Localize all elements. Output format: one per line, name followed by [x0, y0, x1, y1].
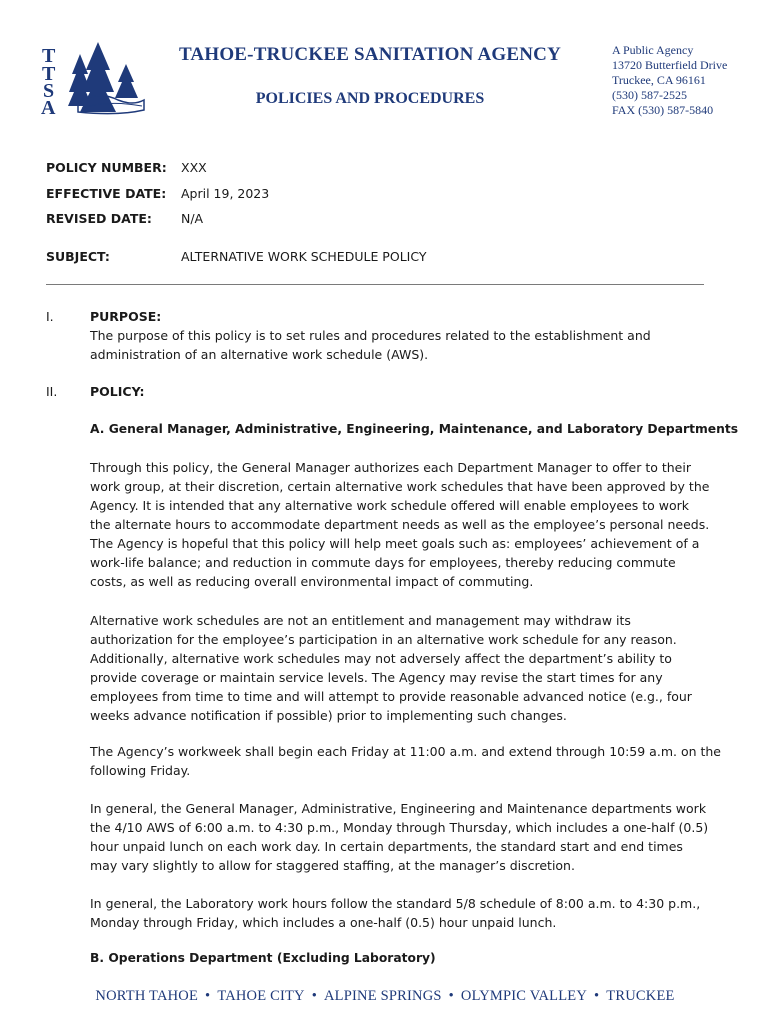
text-line: The Agency’s workweek shall begin each Friday at 11:00 a.m. and extend through 10:59 a.m. on the: [90, 744, 721, 759]
text-line: The purpose of this policy is to set rules and procedures related to the establishment and: [90, 328, 651, 343]
section-heading-policy: POLICY:: [90, 384, 145, 399]
text-line: authorization for the employee’s participation in an alternative work schedule for any reason.: [90, 632, 677, 647]
revised-date-value: N/A: [181, 211, 204, 226]
logo-letter-a: A: [41, 97, 56, 116]
text-line: the alternate hours to accommodate department needs as well as the employee’s personal needs.: [90, 517, 710, 532]
footer-place: TAHOE CITY: [217, 988, 305, 1004]
text-line: the 4/10 AWS of 6:00 a.m. to 4:30 p.m., Monday through Thursday, which includes a one-half (0.5): [90, 820, 709, 835]
agency-name: TAHOE-TRUCKEE SANITATION AGENCY: [178, 44, 562, 65]
text-line: following Friday.: [90, 763, 191, 778]
footer-place: ALPINE SPRINGS: [324, 988, 442, 1004]
address-line: A Public Agency: [612, 43, 694, 57]
purpose-paragraph: [90, 326, 710, 364]
section-number: I.: [46, 309, 54, 324]
address-line: Truckee, CA 96161: [612, 73, 706, 87]
text-line: The Agency is hopeful that this policy will help meet goals such as: employees’ achievement of a: [90, 536, 700, 551]
effective-date-label: EFFECTIVE DATE:: [46, 186, 167, 201]
text-line: provide coverage or maintain service levels. The Agency may revise the start times for any: [90, 670, 663, 685]
agency-address: [612, 43, 762, 118]
text-line: employees from time to time and will attempt to provide reasonable advanced notice (e.g., four: [90, 689, 692, 704]
header-divider: [46, 284, 704, 285]
policy-number-value: XXX: [181, 160, 207, 175]
effective-date-value: April 19, 2023: [181, 186, 270, 201]
text-line: Alternative work schedules are not an entitlement and management may withdraw its: [90, 613, 631, 628]
footer-place: NORTH TAHOE: [95, 988, 199, 1004]
policy-paragraph-2: [90, 611, 710, 725]
footer-locations: [0, 988, 770, 1005]
footer-place: OLYMPIC VALLEY: [460, 988, 588, 1004]
section-heading-purpose: PURPOSE:: [90, 309, 162, 324]
revised-date-label: REVISED DATE:: [46, 211, 152, 226]
text-line: work group, at their discretion, certain alternative work schedules that have been approved by the: [90, 479, 710, 494]
text-line: Monday through Friday, which includes a one-half (0.5) hour unpaid lunch.: [90, 915, 557, 930]
section-number: II.: [46, 384, 58, 399]
text-line: Additionally, alternative work schedules may not adversely affect the department’s ability to: [90, 651, 672, 666]
text-line: In general, the Laboratory work hours follow the standard 5/8 schedule of 8:00 a.m. to 4:30 p.m.,: [90, 896, 701, 911]
text-line: In general, the General Manager, Administrative, Engineering and Maintenance departments work: [90, 801, 707, 816]
policy-paragraph-1: [90, 458, 710, 591]
text-line: work-life balance; and reduction in commute days for employees, thereby reducing commute: [90, 555, 676, 570]
address-line: 13720 Butterfield Drive: [612, 58, 728, 72]
policy-paragraph-3: [90, 742, 721, 780]
policy-number-label: POLICY NUMBER:: [46, 160, 167, 175]
text-line: Agency. It is intended that any alternative work schedule offered will enable employees to work: [90, 498, 690, 513]
document-subtitle: POLICIES AND PROCEDURES: [255, 90, 485, 107]
footer-separator: •: [205, 988, 211, 1004]
footer-separator: •: [448, 988, 454, 1004]
policy-paragraph-5: [90, 894, 710, 932]
footer-separator: •: [311, 988, 318, 1004]
fax-line: FAX (530) 587-5840: [612, 103, 714, 117]
subsection-heading-a: A. General Manager, Administrative, Engineering, Maintenance, and Laboratory Departments: [90, 422, 739, 436]
phone-line: (530) 587-2525: [612, 88, 687, 102]
subject-value: ALTERNATIVE WORK SCHEDULE POLICY: [181, 249, 427, 264]
footer-place: TRUCKEE: [606, 988, 675, 1004]
agency-logo: [38, 40, 146, 116]
subsection-heading-b: B. Operations Department (Excluding Laboratory): [90, 951, 436, 965]
logo-letter-s: S: [43, 80, 55, 102]
text-line: administration of an alternative work schedule (AWS).: [90, 347, 429, 362]
footer-separator: •: [594, 988, 600, 1004]
subject-label: SUBJECT:: [46, 249, 110, 264]
logo-letter-t1: T: [42, 45, 56, 67]
text-line: weeks advance notification if possible) prior to implementing such changes.: [90, 708, 567, 723]
text-line: Through this policy, the General Manager authorizes each Department Manager to offer to their: [90, 460, 691, 475]
policy-paragraph-4: [90, 799, 710, 875]
text-line: hour unpaid lunch on each work day. In certain departments, the standard start and end times: [90, 839, 683, 854]
text-line: costs, as well as reducing overall environmental impact of commuting.: [90, 574, 534, 589]
text-line: may vary slightly to allow for staggered staffing, at the manager’s discretion.: [90, 858, 575, 873]
logo-letter-t2: T: [42, 63, 56, 85]
